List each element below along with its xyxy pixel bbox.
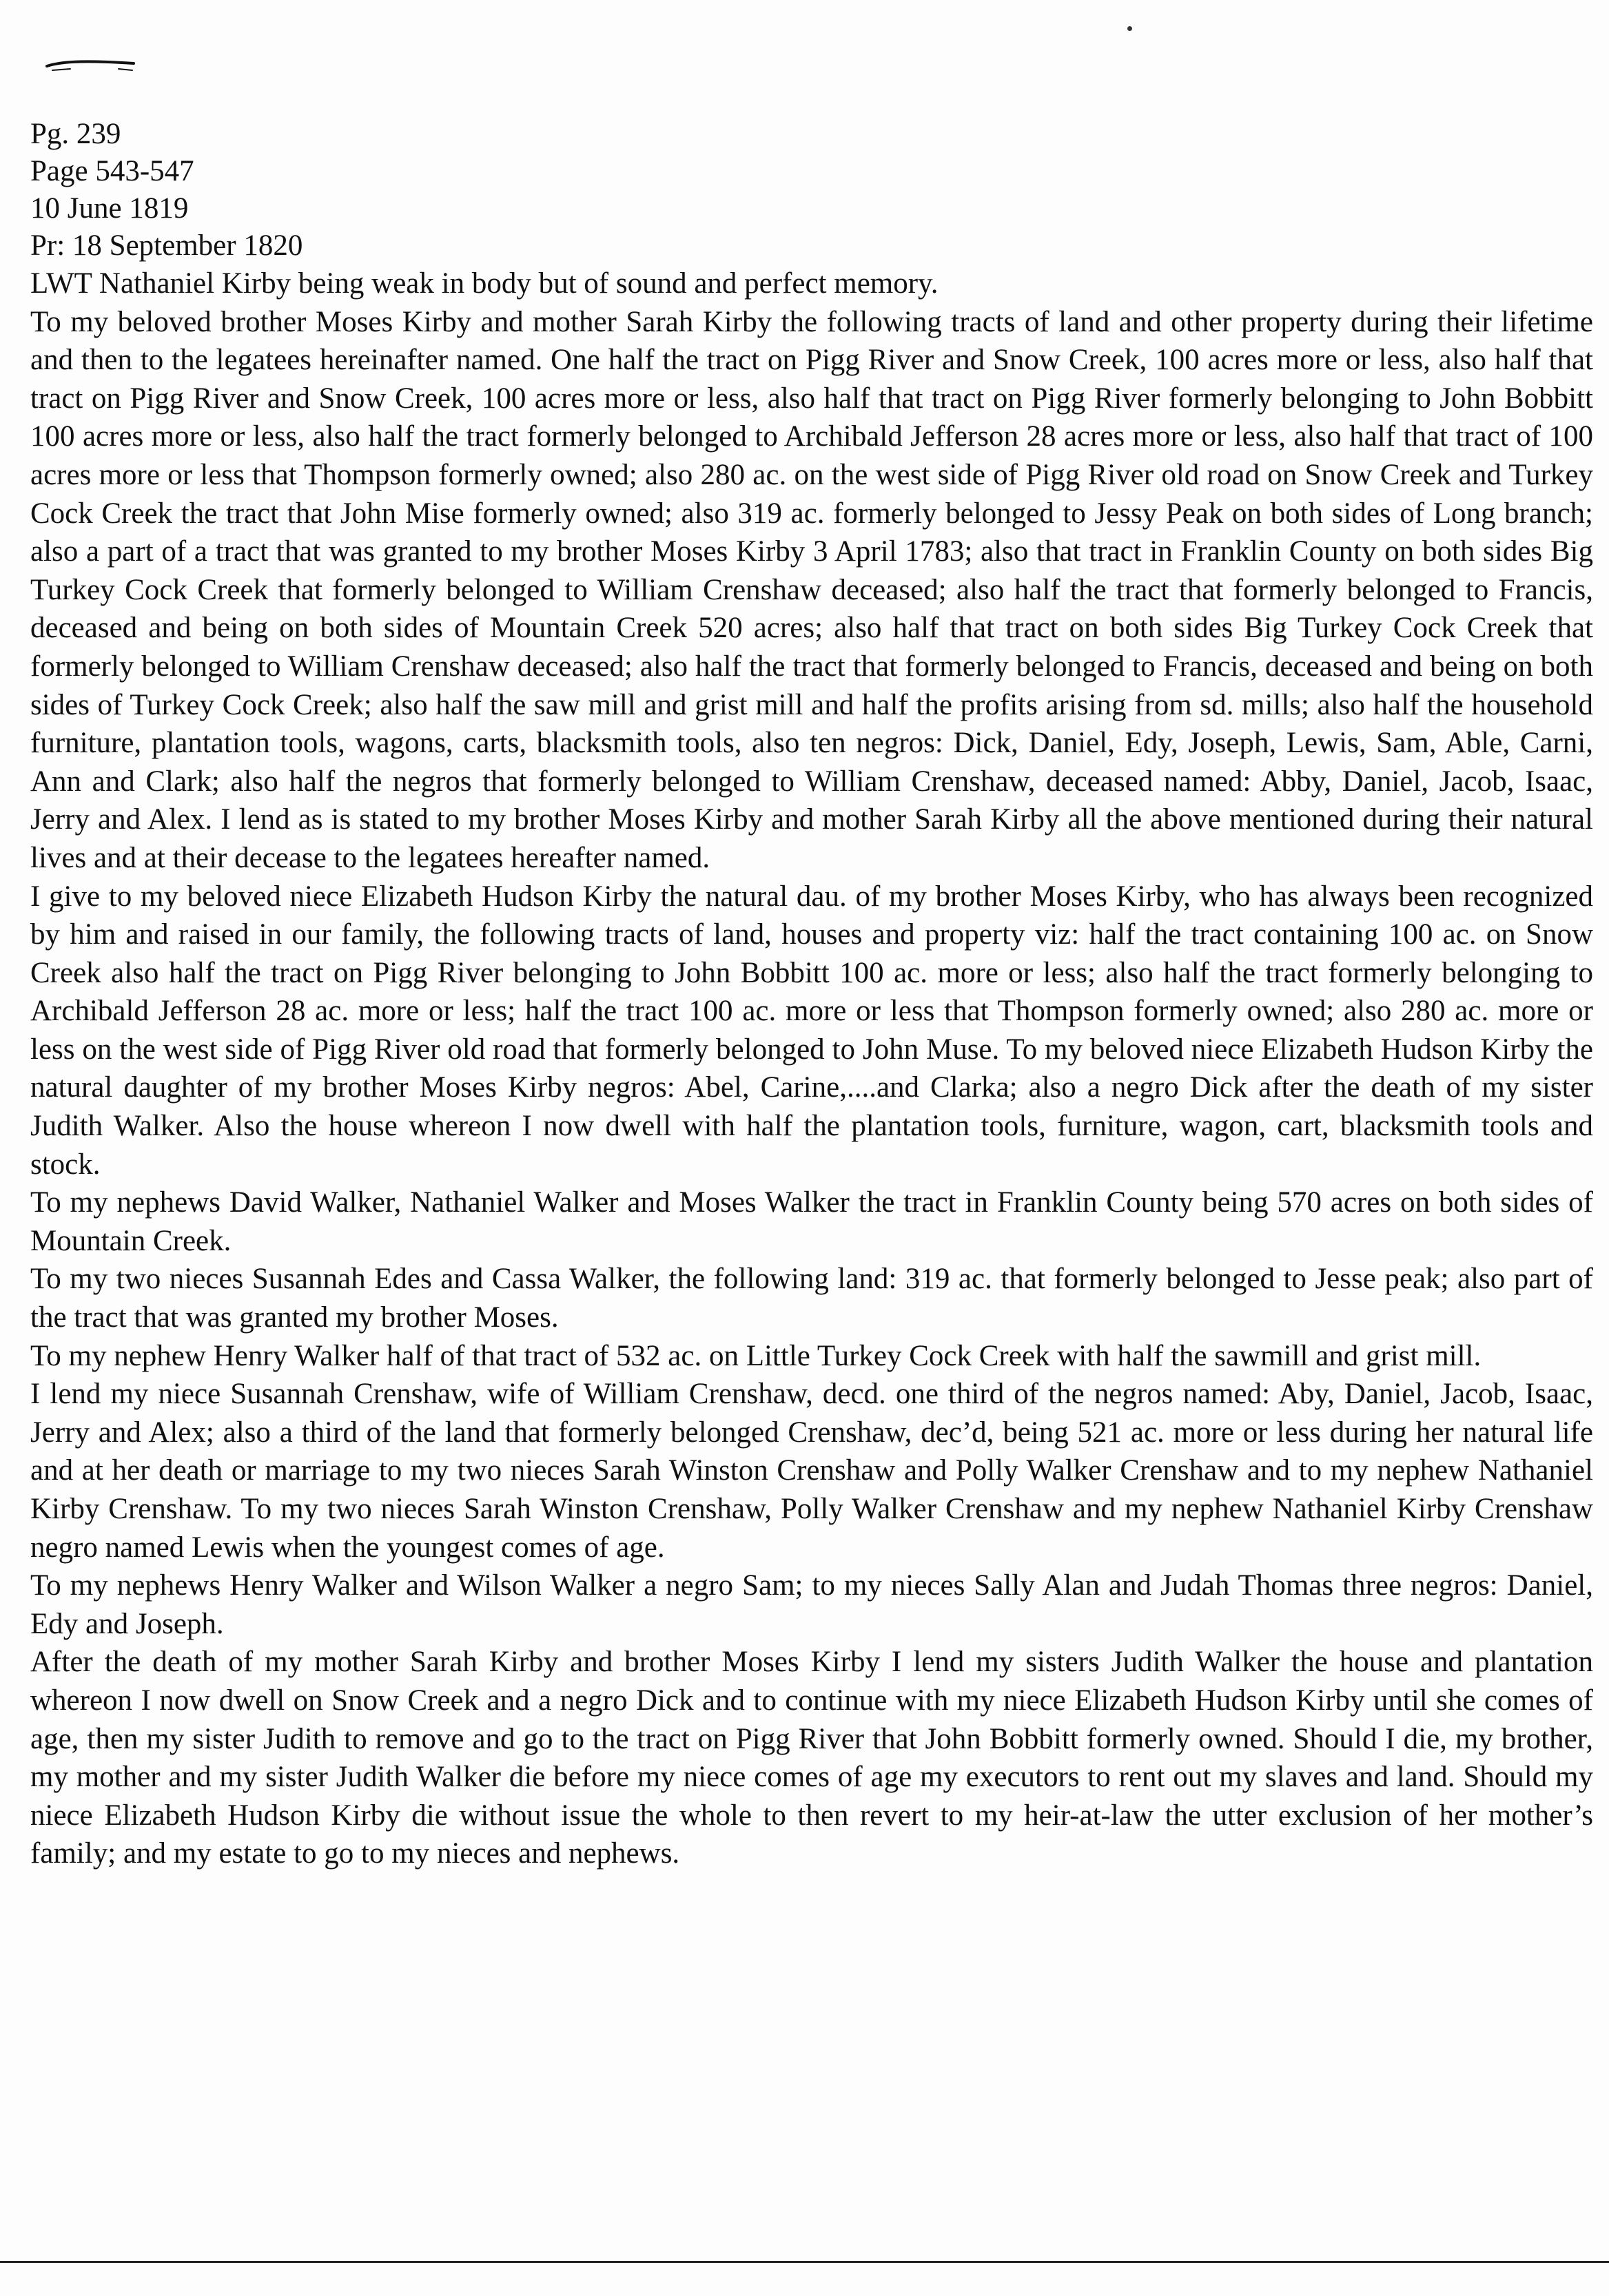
- paragraph-nephew-henry: To my nephew Henry Walker half of that tract of 532 ac. on Little Turkey Cock Creek with half the sawmill and grist mill.: [30, 1339, 1482, 1372]
- paragraph-niece-elizabeth: I give to my beloved niece Elizabeth Hudson Kirby the natural dau. of my brother Moses Kirby, who has always been recognized by him and raised in our family, the following tracts of land, houses and property viz: half the tract containing 100 ac. on Snow Creek also half the tract on Pigg River belonging to John Bobbitt 100 ac. more or less; also half the tract formerly belonging to Archibald Jefferson 28 ac. more or less; half the tract 100 ac. more or less that Thompson formerly owned; also 280 ac. more or less on the west side of Pigg River old road that formerly belonged to John Muse. To my beloved niece Elizabeth Hudson Kirby the natural daughter of my brother Moses Kirby negros: Abel, Carine,....and Clarka; also a negro Dick after the death of my sister Judith Walker. Also the house whereon I now dwell with half the plantation tools, furniture, wagon, cart, blacksmith tools and stock.: [30, 880, 1593, 1181]
- scan-speck: [1127, 26, 1132, 31]
- page-range: Page 543-547: [30, 155, 194, 187]
- pen-stroke-mark: [43, 54, 139, 74]
- will-body: [30, 265, 1593, 1873]
- bottom-rule: [0, 2261, 1609, 2263]
- page-number: Pg. 239: [30, 118, 121, 150]
- paragraph-after-death: After the death of my mother Sarah Kirby and brother Moses Kirby I lend my sisters Judith Walker the house and plantation whereon I now dwell on Snow Creek and a negro Dick and to continue with my niece Elizabeth Hudson Kirby until she comes of age, then my sister Judith to remove and go to the tract on Pigg River that John Bobbitt formerly owned. Should I die, my brother, my mother and my sister Judith Walker die before my niece comes of age my executors to rent out my slaves and land. Should my niece Elizabeth Hudson Kirby die without issue the whole to then revert to my heir-at-law the utter exclusion of her mother’s family; and my estate to go to my nieces and nephews.: [30, 1646, 1593, 1870]
- will-date: 10 June 1819: [30, 192, 189, 225]
- paragraph-nephews-walker: To my nephews David Walker, Nathaniel Walker and Moses Walker the tract in Franklin County being 570 acres on both sides of Mountain Creek.: [30, 1186, 1593, 1257]
- document-header: [30, 116, 1546, 265]
- paragraph-niece-susannah: I lend my niece Susannah Crenshaw, wife of William Crenshaw, decd. one third of the negros named: Aby, Daniel, Jacob, Isaac, Jerry and Alex; also a third of the land that formerly belonged Crenshaw, dec’d, being 521 ac. more or less during her natural life and at her death or marriage to my two nieces Sarah Winston Crenshaw and Polly Walker Crenshaw and to my nephew Nathaniel Kirby Crenshaw. To my two nieces Sarah Winston Crenshaw, Polly Walker Crenshaw and my nephew Nathaniel Kirby Crenshaw negro named Lewis when the youngest comes of age.: [30, 1378, 1593, 1564]
- paragraph-intro: LWT Nathaniel Kirby being weak in body but of sound and perfect memory.: [30, 267, 939, 300]
- paragraph-brother-mother: To my beloved brother Moses Kirby and mother Sarah Kirby the following tracts of land and other property during their lifetime and then to the legatees hereinafter named. One half the tract on Pigg River and Snow Creek, 100 acres more or less, also half that tract on Pigg River and Snow Creek, 100 acres more or less, also half that tract on Pigg River formerly belonging to John Bobbitt 100 acres more or less, also half the tract formerly belonged to Archibald Jefferson 28 acres more or less, also half that tract of 100 acres more or less that Thompson formerly owned; also 280 ac. on the west side of Pigg River old road on Snow Creek and Turkey Cock Creek the tract that John Mise formerly owned; also 319 ac. formerly belonged to Jessy Peak on both sides of Long branch; also a part of a tract that was granted to my brother Moses Kirby 3 April 1783; also that tract in Franklin County on both sides Big Turkey Cock Creek that formerly belonged to William Crenshaw deceased; also half the tract that formerly belonged to Francis, deceased and being on both sides of Mountain Creek 520 acres; also half that tract on both sides Big Turkey Cock Creek that formerly belonged to William Crenshaw deceased; also half the tract that formerly belonged to Francis, deceased and being on both sides of Turkey Cock Creek; also half the saw mill and grist mill and half the profits arising from sd. mills; also half the household furniture, plantation tools, wagons, carts, blacksmith tools, also ten negros: Dick, Daniel, Edy, Joseph, Lewis, Sam, Able, Carni, Ann and Clark; also half the negros that formerly belonged to William Crenshaw, deceased named: Abby, Daniel, Jacob, Isaac, Jerry and Alex. I lend as is stated to my brother Moses Kirby and mother Sarah Kirby all the above mentioned during their natural lives and at their decease to the legatees hereafter named.: [30, 305, 1593, 874]
- proved-date: Pr: 18 September 1820: [30, 229, 303, 262]
- paragraph-nephews-henry-wilson: To my nephews Henry Walker and Wilson Walker a negro Sam; to my nieces Sally Alan and Judah Thomas three negros: Daniel, Edy and Joseph.: [30, 1569, 1593, 1640]
- paragraph-nieces-edes-walker: To my two nieces Susannah Edes and Cassa Walker, the following land: 319 ac. that formerly belonged to Jesse peak; also part of the tract that was granted my brother Moses.: [30, 1263, 1593, 1334]
